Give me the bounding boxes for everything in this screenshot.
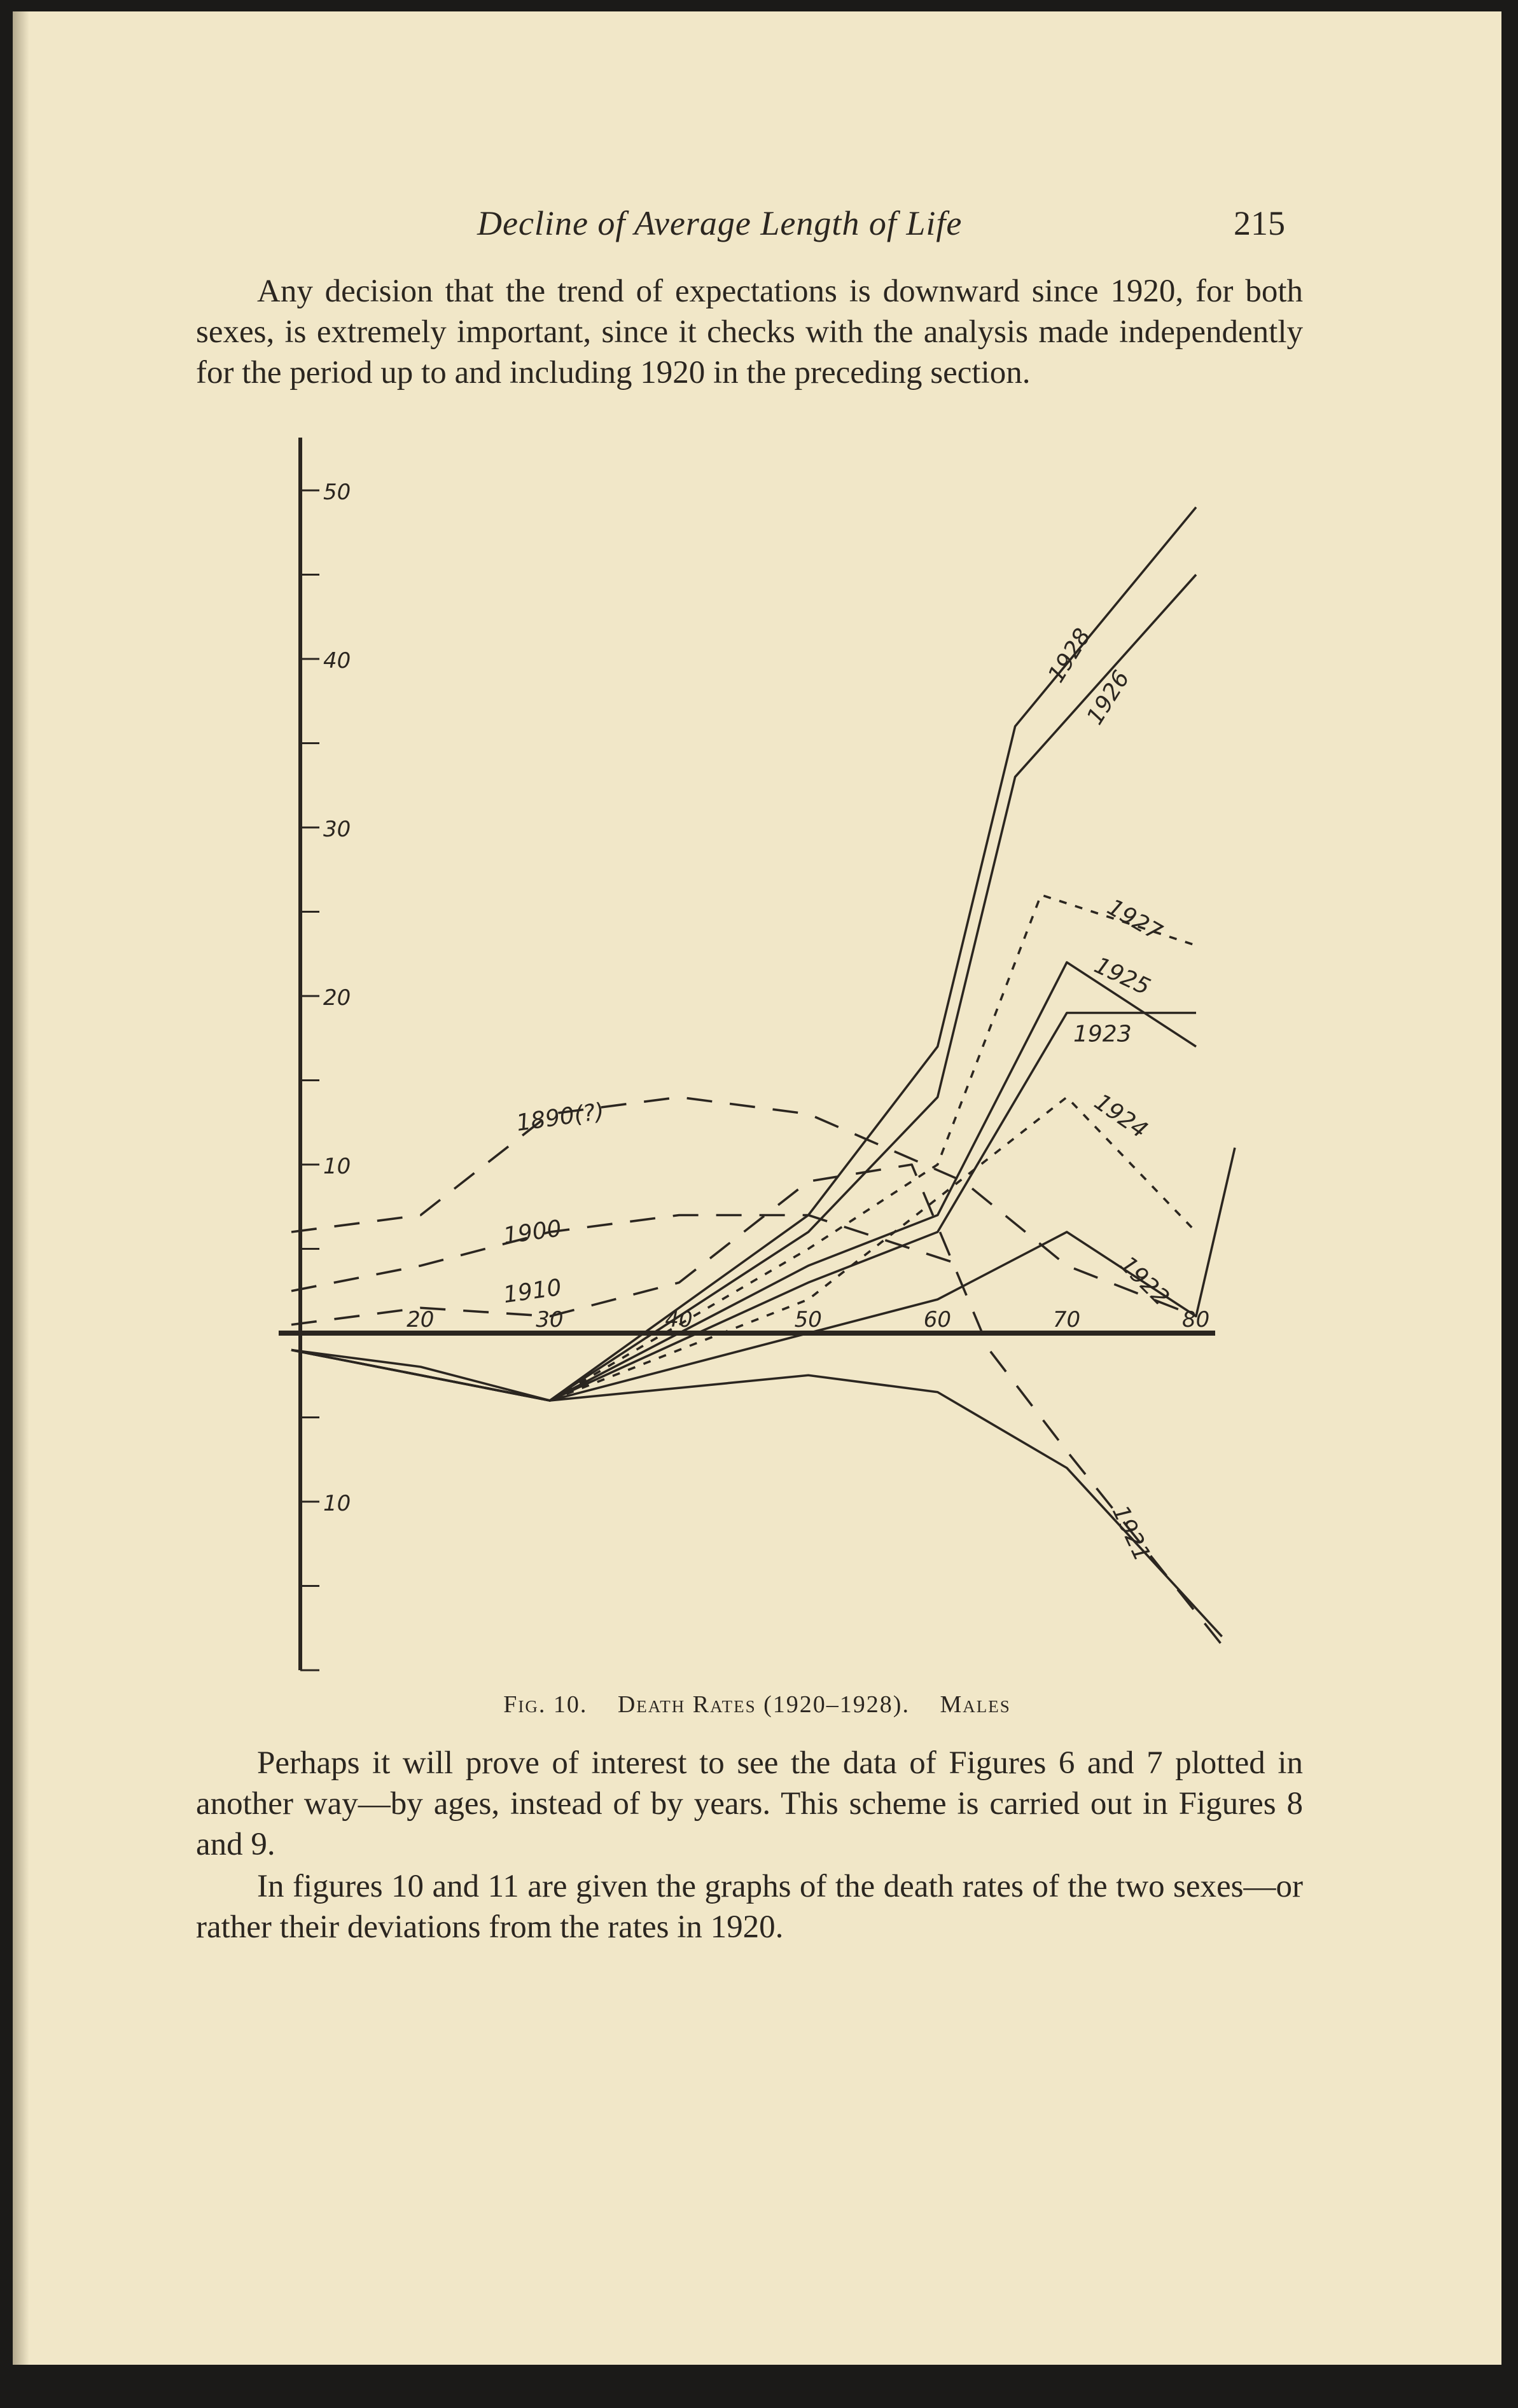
series-label-1890: 1890(?) (515, 1098, 606, 1137)
figure-10 (13, 11, 1501, 1729)
x-tick-label: 30 (536, 1307, 564, 1332)
series-label-1900: 1900 (501, 1215, 564, 1250)
x-tick-label: 70 (1052, 1307, 1081, 1332)
running-title: Decline of Average Length of Life (477, 204, 963, 242)
series-line-1921 (291, 1350, 1222, 1637)
death-rate-chart (13, 11, 1501, 1729)
series-line-1926 (291, 575, 1196, 1401)
series-label-1923: 1923 (1073, 1021, 1132, 1048)
series-line-1928 (291, 508, 1196, 1401)
x-tick-label: 20 (407, 1307, 435, 1332)
y-tick-label: 30 (323, 817, 351, 842)
series-label-1910: 1910 (501, 1274, 564, 1309)
series-label-1925: 1925 (1090, 952, 1155, 1001)
paragraph-3: In figures 10 and 11 are given the graphs of the death rates of the two sexes—or rather their deviations from the rates in 1920. (196, 1869, 1303, 1945)
x-tick-label: 40 (665, 1307, 693, 1332)
paragraph-2: Perhaps it will prove of interest to see the data of Figures 6 and 7 plotted in another way—by ages, instead of by years. This scheme is carried out in Figures 8 and 9. (196, 1745, 1303, 1862)
series-label-1927: 1927 (1103, 894, 1167, 946)
y-tick-label: 10 (323, 1491, 351, 1516)
figure-caption (13, 1691, 1501, 1719)
series-label-1921: 1921 (1106, 1501, 1155, 1566)
caption-prefix: Fig. 10. (503, 1691, 588, 1718)
series-label-1926: 1926 (1082, 666, 1135, 730)
y-tick-label: 10 (323, 1154, 351, 1179)
series-label-1922: 1922 (1114, 1251, 1174, 1311)
series-label-1928: 1928 (1043, 624, 1096, 688)
series-lines (291, 508, 1235, 1645)
series-line-1922 (291, 1148, 1235, 1401)
paragraph-1: Any decision that the trend of expectations is downward since 1920, for both sexes, is extremely important, since it checks with the analysis made independently for the period up to and including 1920 in the preceding section. (196, 273, 1303, 391)
book-page (13, 11, 1501, 2365)
axes (279, 438, 1215, 1670)
y-tick-label: 50 (323, 480, 351, 505)
series-line-1924 (291, 1097, 1196, 1401)
series-line-1910 (291, 1165, 1222, 1645)
series-line-1923 (291, 1013, 1196, 1401)
y-tick-label: 20 (323, 985, 351, 1011)
series-label-1924: 1924 (1089, 1089, 1152, 1144)
x-tick-label: 50 (794, 1307, 822, 1332)
series-labels (502, 624, 1174, 1565)
series-line-1900 (291, 1215, 963, 1291)
page-number: 215 (1234, 204, 1285, 242)
caption-title: Death Rates (1920–1928). (617, 1691, 910, 1718)
caption-sex: Males (940, 1691, 1011, 1718)
series-line-1890 (291, 1097, 1196, 1317)
x-tick-label: 60 (923, 1307, 951, 1332)
x-tick-label: 80 (1182, 1307, 1210, 1332)
y-tick-label: 40 (323, 648, 351, 674)
